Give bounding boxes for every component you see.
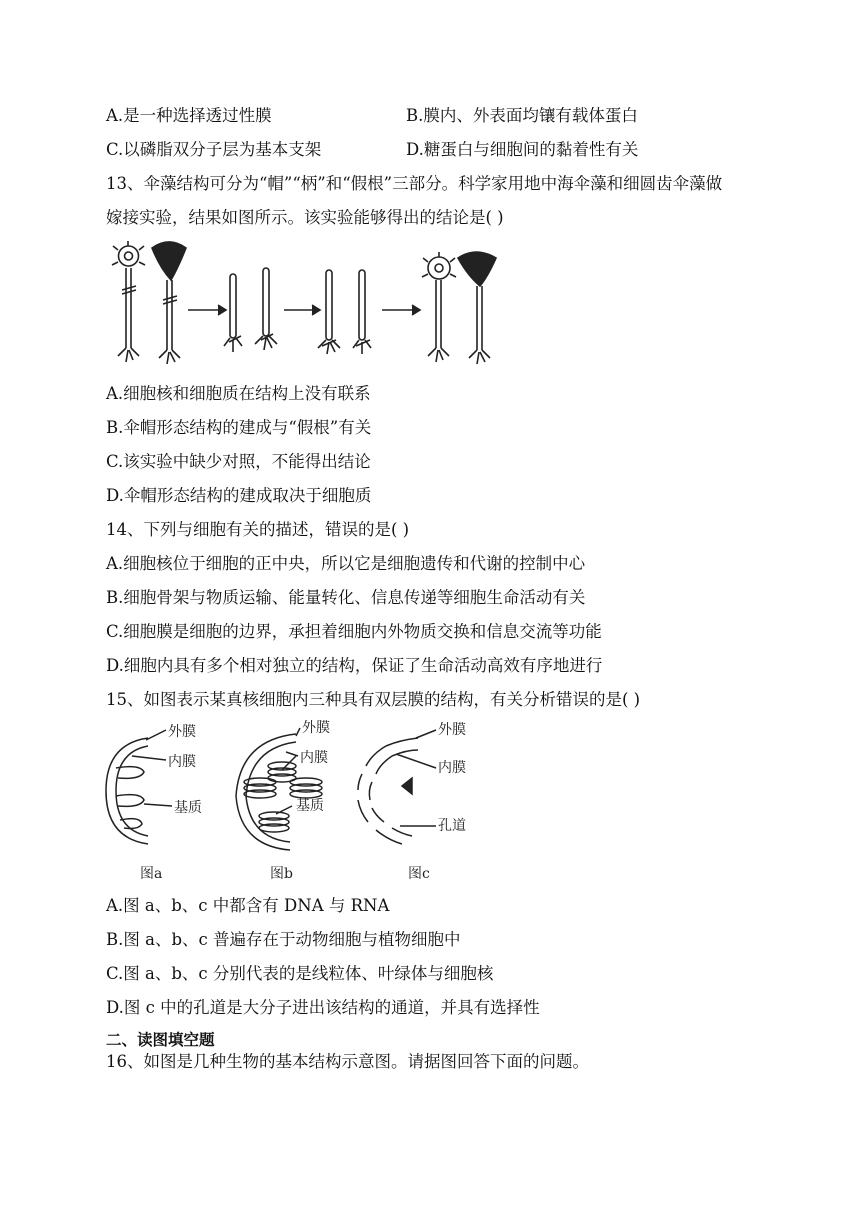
section-heading: 二、读图填空题	[106, 1031, 215, 1049]
q15-double-membrane-figure	[100, 716, 490, 886]
fig-c-inner-label: 内膜	[438, 760, 466, 776]
stalk-4b	[458, 252, 496, 364]
fig-a-matrix-label: 基质	[174, 800, 202, 816]
stalk-3b	[353, 270, 371, 354]
q13-option-a: A.细胞核和细胞质在结构上没有联系	[106, 384, 371, 403]
q15-option-c: C.图 a、b、c 分别代表的是线粒体、叶绿体与细胞核	[106, 964, 494, 983]
fig-b-caption: 图b	[270, 866, 293, 882]
q14-option-b: B.细胞骨架与物质运输、能量转化、信息传递等细胞生命活动有关	[106, 588, 586, 607]
q14-option-a: A.细胞核位于细胞的正中央，所以它是细胞遗传和代谢的控制中心	[106, 554, 586, 573]
q12-option-b: B.膜内、外表面均镶有载体蛋白	[406, 106, 638, 125]
stalk-2b	[255, 268, 277, 350]
stalk-1a	[112, 241, 145, 362]
fig-a-inner-label: 内膜	[168, 754, 196, 770]
q12-option-c: C.以磷脂双分子层为基本支架	[106, 140, 322, 159]
q12-option-d: D.糖蛋白与细胞间的黏着性有关	[406, 140, 639, 159]
q15-stem: 15、如图表示某真核细胞内三种具有双层膜的结构，有关分析错误的是( )	[106, 690, 641, 709]
fig-a-outer-label: 外膜	[168, 724, 196, 740]
q14-option-c: C.细胞膜是细胞的边界，承担着细胞内外物质交换和信息交流等功能	[106, 622, 602, 641]
fig-c-outer-label: 外膜	[438, 722, 466, 738]
q13-stem-line1: 13、伞藻结构可分为“帽”“柄”和“假根”三部分。科学家用地中海伞藻和细圆齿伞藻做	[106, 174, 723, 193]
grana-stack-4	[259, 812, 289, 832]
q15-option-b: B.图 a、b、c 普遍存在于动物细胞与植物细胞中	[106, 930, 461, 949]
q13-option-b: B.伞帽形态结构的建成与“假根”有关	[106, 418, 372, 437]
grana-stack-3	[290, 778, 322, 798]
stalk-4a	[422, 252, 456, 362]
fig-b-inner-label: 内膜	[300, 750, 328, 766]
q13-stem-line2: 嫁接实验，结果如图所示。该实验能够得出的结论是( )	[106, 208, 504, 227]
q14-stem: 14、下列与细胞有关的描述，错误的是( )	[106, 520, 410, 539]
figure-a-mitochondrion	[106, 730, 172, 844]
fig-b-matrix-label: 基质	[296, 798, 324, 814]
q15-option-d: D.图 c 中的孔道是大分子进出该结构的通道，并具有选择性	[106, 998, 540, 1017]
fig-c-caption: 图c	[408, 866, 430, 882]
q13-acetabularia-grafting-figure	[104, 238, 504, 374]
figure-c-nucleus	[358, 730, 436, 844]
fig-c-pore-label: 孔道	[438, 818, 466, 834]
q14-option-d: D.细胞内具有多个相对独立的结构，保证了生命活动高效有序地进行	[106, 656, 603, 675]
stalk-2a	[224, 274, 242, 352]
q13-option-c: C.该实验中缺少对照，不能得出结论	[106, 452, 371, 471]
stalk-1b	[152, 242, 186, 364]
q16-stem: 16、如图是几种生物的基本结构示意图。请据图回答下面的问题。	[106, 1052, 589, 1071]
q15-option-a: A.图 a、b、c 中都含有 DNA 与 RNA	[106, 896, 390, 915]
fig-b-outer-label: 外膜	[302, 720, 330, 736]
figure-b-chloroplast	[236, 728, 322, 850]
stalk-3a	[318, 270, 340, 354]
fig-a-caption: 图a	[140, 866, 163, 882]
q12-option-a: A.是一种选择透过性膜	[106, 106, 272, 125]
q13-option-d: D.伞帽形态结构的建成取决于细胞质	[106, 486, 372, 505]
